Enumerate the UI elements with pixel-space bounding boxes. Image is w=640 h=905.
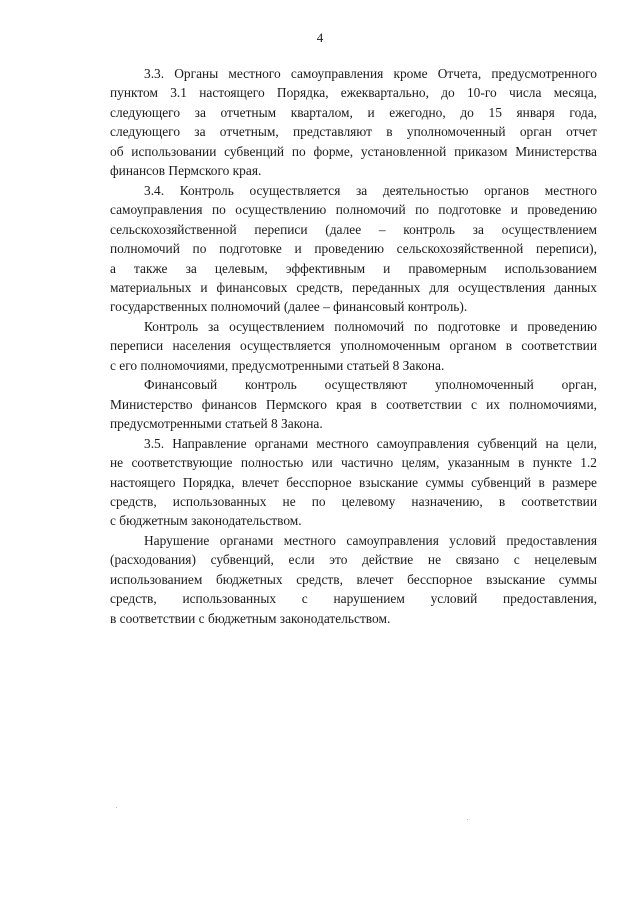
page-number: 4 [316, 30, 324, 45]
text-line: (расходования) субвенций, если это действие не связано с нецелевым [110, 552, 597, 568]
scan-speck [467, 819, 468, 820]
text-line: государственных полномочий (далее – финансовый контроль). [110, 299, 468, 315]
text-line: средств, использованных не по целевому назначению, в соответствии [110, 493, 597, 509]
text-line: 3.5. Направление органами местного самоуправления субвенций на цели, [144, 435, 597, 451]
text-line: сельскохозяйственной переписи (далее – контроль за осуществлением [110, 221, 597, 237]
text-line: предусмотренными статьей 8 Закона. [110, 416, 323, 432]
text-line: Министерство финансов Пермского края в соответствии с их полномочиями, [110, 396, 597, 412]
text-line: следующего за отчетным кварталом, и ежегодно, до 15 января года, [110, 104, 597, 120]
text-line: пунктом 3.1 настоящего Порядка, ежеквартально, до 10-го числа месяца, [110, 85, 597, 101]
text-line: с бюджетным законодательством. [110, 513, 302, 529]
text-line: финансов Пермского края. [110, 163, 262, 179]
document-body [110, 64, 597, 628]
paragraph-3-3 [110, 64, 597, 181]
paragraph-violation [110, 531, 597, 628]
text-line: 3.3. Органы местного самоуправления кроме Отчета, предусмотренного [144, 66, 597, 81]
text-line: 3.4. Контроль осуществляется за деятельностью органов местного [144, 182, 597, 198]
text-line: Контроль за осуществлением полномочий по подготовке и проведению [144, 318, 597, 334]
text-line: а также за целевым, эффективным и правомерным использованием [110, 260, 597, 276]
text-line: самоуправления по осуществлению полномочий по подготовке и проведению [110, 202, 597, 218]
text-line: переписи населения осуществляется уполномоченным органом в соответствии [110, 338, 597, 354]
text-line: в соответствии с бюджетным законодательством. [110, 610, 391, 626]
text-line: следующего за отчетным, представляют в уполномоченный орган отчет [110, 124, 597, 140]
text-line: Нарушение органами местного самоуправления условий предоставления [144, 532, 597, 548]
text-line: материальных и финансовых средств, переданных для осуществления данных [110, 279, 597, 295]
text-line: не соответствующие полностью или частично целям, указанным в пункте 1.2 [110, 455, 597, 471]
text-line: настоящего Порядка, влечет бесспорное взыскание суммы субвенций в размере [110, 474, 597, 490]
paragraph-3-4 [110, 181, 597, 317]
text-line: средств, использованных с нарушением условий предоставления, [110, 591, 597, 607]
paragraph-3-5 [110, 434, 597, 531]
paragraph-census-control [110, 317, 597, 375]
scan-speck [116, 807, 117, 808]
paragraph-financial-control [110, 375, 597, 433]
text-line: полномочий по подготовке и проведению сельскохозяйственной переписи), [110, 241, 597, 257]
text-line: использованием бюджетных средств, влечет бесспорное взыскание суммы [110, 571, 597, 587]
text-line: Финансовый контроль осуществляют уполномоченный орган, [144, 377, 597, 393]
text-line: об использовании субвенций по форме, установленной приказом Министерства [110, 143, 597, 159]
text-line: с его полномочиями, предусмотренными статьей 8 Закона. [110, 357, 445, 373]
